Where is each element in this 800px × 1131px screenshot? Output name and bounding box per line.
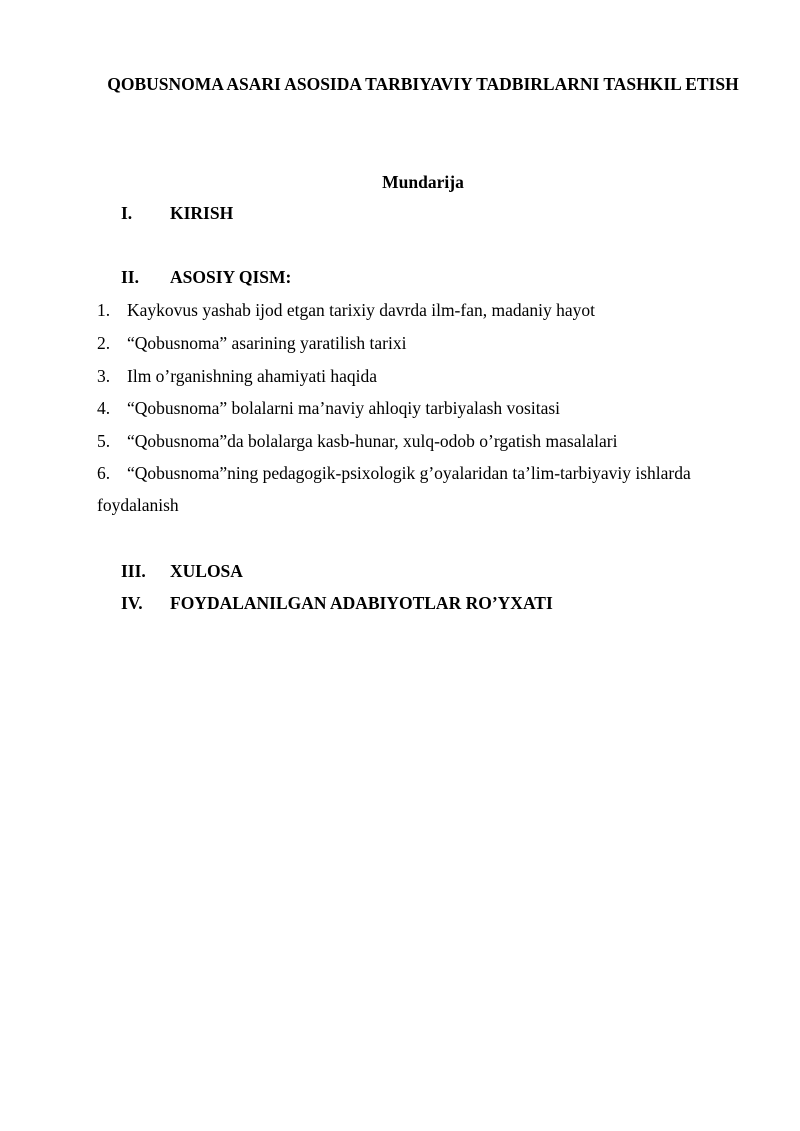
list-item bbox=[97, 327, 757, 359]
list-item bbox=[97, 425, 757, 457]
section-label: FOYDALANILGAN ADABIYOTLAR RO’YXATI bbox=[170, 593, 553, 613]
section-label: XULOSA bbox=[170, 561, 243, 581]
list-item-text: “Qobusnoma” bolalarni ma’naviy ahloqiy tarbiyalash vositasi bbox=[127, 398, 561, 418]
section-kirish bbox=[0, 201, 800, 225]
section-xulosa bbox=[0, 559, 800, 583]
list-item-text: “Qobusnoma” asarining yaratilish tarixi bbox=[127, 333, 407, 353]
section-adabiyotlar bbox=[0, 591, 800, 615]
list-item-number: 4. bbox=[97, 398, 111, 418]
list-item-text: “Qobusnoma”ning pedagogik-psixologik g’oyalaridan ta’lim-tarbiyaviy ishlarda foydalanish bbox=[97, 463, 691, 515]
section-label: ASOSIY QISM: bbox=[170, 267, 292, 287]
section-number: II. bbox=[121, 267, 139, 287]
section-number: III. bbox=[121, 561, 146, 581]
list-item-number: 6. bbox=[97, 463, 111, 483]
list-item bbox=[97, 294, 757, 326]
list-item bbox=[97, 360, 757, 392]
contents-heading: Mundarija bbox=[382, 172, 464, 192]
list-item bbox=[97, 392, 757, 424]
list-item-number: 5. bbox=[97, 431, 111, 451]
section-number: IV. bbox=[121, 593, 143, 613]
list-item bbox=[97, 457, 757, 521]
list-item-text: Kaykovus yashab ijod etgan tarixiy davrda ilm-fan, madaniy hayot bbox=[127, 300, 595, 320]
section-asosiy-qism bbox=[0, 265, 800, 289]
list-item-number: 2. bbox=[97, 333, 111, 353]
list-item-number: 1. bbox=[97, 300, 111, 320]
list-item-text: “Qobusnoma”da bolalarga kasb-hunar, xulq-odob o’rgatish masalalari bbox=[127, 431, 618, 451]
list-item-number: 3. bbox=[97, 366, 111, 386]
section-label: KIRISH bbox=[170, 203, 234, 223]
document-title: QOBUSNOMA ASARI ASOSIDA TARBIYAVIY TADBIRLARNI TASHKIL ETISH bbox=[107, 74, 739, 94]
section-number: I. bbox=[121, 203, 133, 223]
list-item-text: Ilm o’rganishning ahamiyati haqida bbox=[127, 366, 377, 386]
